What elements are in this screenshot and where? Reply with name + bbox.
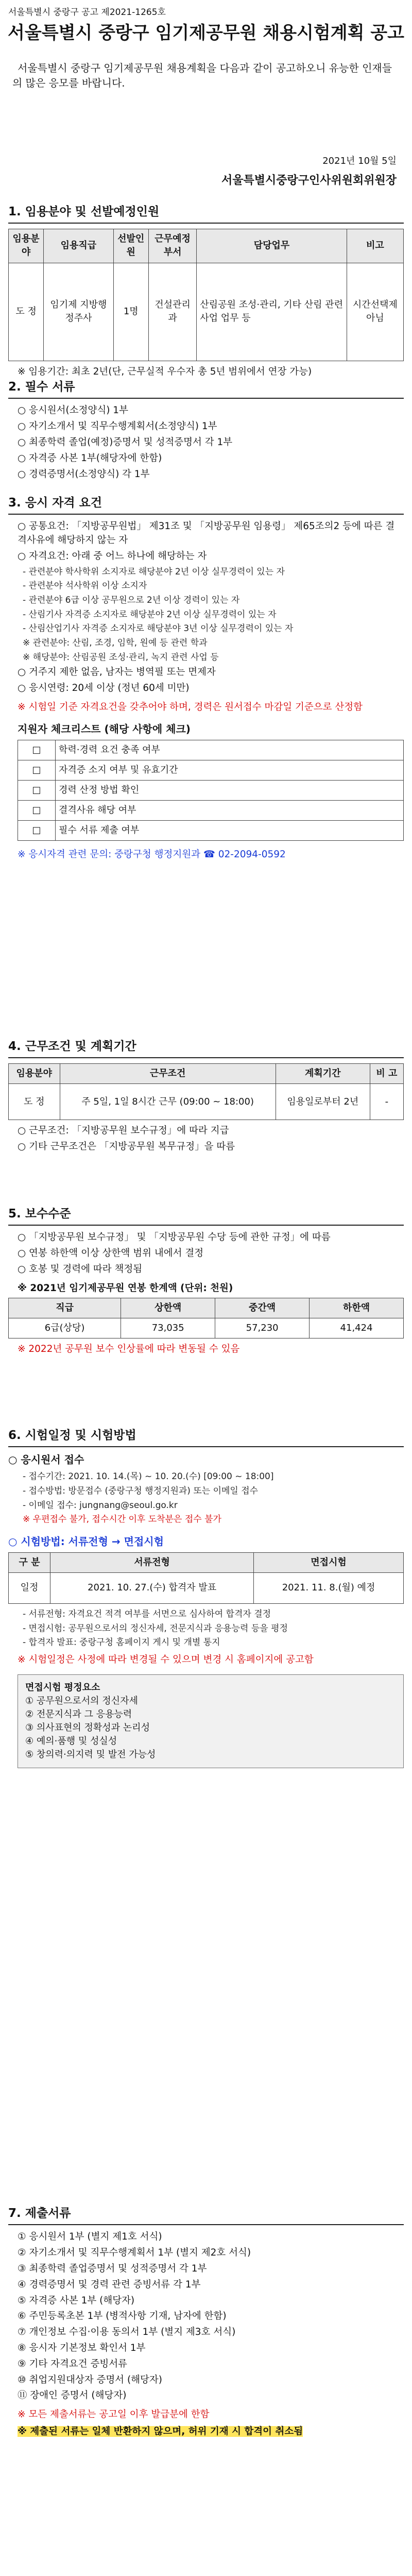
table-cell: 2021. 11. 8.(월) 예정 xyxy=(254,1573,404,1604)
salary-table-caption: ※ 2021년 임기제공무원 연봉 한계액 (단위: 천원) xyxy=(18,1282,233,1294)
section-working-conditions xyxy=(8,1038,404,1156)
table-cell: 학력·경력 요건 충족 여부 xyxy=(56,740,404,760)
table-cell: 41,424 xyxy=(310,1318,404,1338)
list-item: - 이메일 접수: jungnang@seoul.go.kr xyxy=(23,1500,178,1511)
list-item: - 관련분야 학사학위 소지자로 해당분야 2년 이상 실무경력이 있는 자 xyxy=(23,566,285,577)
list-item: ⑤ 자격증 사본 1부 (해당자) xyxy=(18,2295,135,2306)
list-item: - 산림기사 자격증 소지자로 해당분야 2년 이상 실무경력이 있는 자 xyxy=(23,609,277,620)
checkbox-icon[interactable]: □ xyxy=(18,821,56,841)
conditions-table xyxy=(8,1063,404,1120)
list-item: ○ 응시연령: 20세 이상 (정년 60세 미만) xyxy=(18,683,190,694)
checkbox-icon[interactable]: □ xyxy=(18,780,56,800)
section-title: 3. 응시 자격 요건 xyxy=(8,495,404,515)
list-item: ⑪ 장애인 증명서 (해당자) xyxy=(18,2390,127,2401)
table-header: 하한액 xyxy=(310,1298,404,1318)
table-cell: 2021. 10. 27.(수) 합격자 발표 xyxy=(50,1573,254,1604)
list-item: ② 자기소개서 및 직무수행계획서 1부 (별지 제2호 서식) xyxy=(18,2247,251,2259)
list-item: ○ 연봉 하한액 이상 상한액 범위 내에서 결정 xyxy=(18,1248,204,1259)
table-cell: 임기제 지방행정주사 xyxy=(44,263,113,361)
list-item: - 접수기간: 2021. 10. 14.(목) ~ 10. 20.(수) [09:00 ~ 18:00] xyxy=(23,1471,274,1482)
section-submission-documents xyxy=(8,2205,404,2441)
table-cell: 도 정 xyxy=(9,263,44,361)
list-item: ③ 의사표현의 정확성과 논리성 xyxy=(25,1722,150,1734)
table-cell: 시간선택제 아님 xyxy=(347,263,403,361)
list-item: ○ 기타 근무조건은 「지방공무원 복무규정」을 따름 xyxy=(18,1141,235,1153)
section-documents-required xyxy=(8,379,404,483)
list-item: ○ 자격증 사본 1부(해당자에 한함) xyxy=(18,452,162,464)
table-header: 중간액 xyxy=(215,1298,310,1318)
list-item: ○ 「지방공무원 보수규정」 및 「지방공무원 수당 등에 관한 규정」에 따름 xyxy=(18,1232,331,1243)
box-title: 면접시험 평정요소 xyxy=(25,1682,100,1693)
list-item: - 면접시험: 공무원으로서의 정신자세, 전문지식과 응용능력 등을 평정 xyxy=(23,1623,288,1634)
exam-method: ○ 시험방법: 서류전형 → 면접시험 xyxy=(8,1535,164,1548)
section-positions xyxy=(8,204,404,381)
schedule-table xyxy=(8,1552,404,1604)
list-item: ① 응시원서 1부 (별지 제1호 서식) xyxy=(18,2231,162,2243)
table-cell: 건설관리과 xyxy=(148,263,196,361)
subsection-title: ○ 응시원서 접수 xyxy=(8,1453,84,1466)
list-item: ○ 근무조건: 「지방공무원 보수규정」에 따라 지급 xyxy=(18,1125,229,1137)
table-cell: 1명 xyxy=(113,263,148,361)
list-item: ⑨ 기타 자격요건 증빙서류 xyxy=(18,2358,127,2369)
table-header: 비고 xyxy=(347,229,403,263)
table-cell: 임용일로부터 2년 xyxy=(276,1084,370,1120)
issuing-organization: 서울특별시중랑구인사위원회위원장 xyxy=(221,174,397,187)
checklist-table xyxy=(18,740,404,841)
table-header: 근무예정부서 xyxy=(148,229,196,263)
positions-table xyxy=(8,229,404,361)
table-cell: 필수 서류 제출 여부 xyxy=(56,821,404,841)
table-header: 담당업무 xyxy=(197,229,347,263)
list-item: ○ 최종학력 졸업(예정)증명서 및 성적증명서 각 1부 xyxy=(18,436,233,448)
list-item: ○ 공통요건: 「지방공무원법」 제31조 및 「지방공무원 임용령」 제65조의2 등에 따른 결격사유에 해당하지 않는 자 xyxy=(18,521,395,546)
interview-criteria-box xyxy=(18,1674,404,1769)
table-header: 임용직급 xyxy=(44,229,113,263)
table-cell: 73,035 xyxy=(121,1318,215,1338)
table-cell: 일정 xyxy=(9,1573,50,1604)
table-cell: 결격사유 해당 여부 xyxy=(56,800,404,820)
section-title: 5. 보수수준 xyxy=(8,1206,404,1226)
table-header: 서류전형 xyxy=(50,1552,254,1572)
list-item: ④ 예의·품행 및 성실성 xyxy=(25,1736,117,1747)
table-cell: 57,230 xyxy=(215,1318,310,1338)
list-item: ⑥ 주민등록초본 1부 (병적사항 기재, 남자에 한함) xyxy=(18,2311,227,2322)
section-eligibility xyxy=(8,495,404,864)
table-cell: - xyxy=(370,1084,403,1120)
checkbox-icon[interactable]: □ xyxy=(18,740,56,760)
table-header: 선발인원 xyxy=(113,229,148,263)
table-cell: 산림공원 조성·관리, 기타 산림 관련 사업 업무 등 xyxy=(197,263,347,361)
table-cell: 도 정 xyxy=(9,1084,60,1120)
table-header: 임용분야 xyxy=(9,1064,60,1084)
table-header: 면접시험 xyxy=(254,1552,404,1572)
positions-note: ※ 임용기간: 최초 2년(단, 근무실적 우수자 총 5년 범위에서 연장 가능) xyxy=(18,366,312,377)
list-item: ④ 경력증명서 및 경력 관련 증빙서류 각 1부 xyxy=(18,2279,201,2290)
list-item: ⑦ 개인정보 수집·이용 동의서 1부 (별지 제3호 서식) xyxy=(18,2327,236,2338)
table-header: 비 고 xyxy=(370,1064,403,1084)
list-item: - 합격자 발표: 중랑구청 홈페이지 게시 및 개별 통지 xyxy=(23,1637,220,1648)
section-title: 2. 필수 서류 xyxy=(8,379,404,399)
page-title: 서울특별시 중랑구 임기제공무원 채용시험계획 공고 xyxy=(8,23,404,43)
table-header: 구 분 xyxy=(9,1552,50,1572)
section-salary xyxy=(8,1206,404,1359)
section-title: 7. 제출서류 xyxy=(8,2205,404,2225)
list-item: ※ 해당분야: 산림공원 조성·관리, 녹지 관련 사업 등 xyxy=(23,652,219,663)
table-header: 계획기간 xyxy=(276,1064,370,1084)
list-item: ③ 최종학력 졸업증명서 및 성적증명서 각 1부 xyxy=(18,2263,207,2274)
submission-warning: ※ 모든 제출서류는 공고일 이후 발급분에 한함 xyxy=(18,2409,210,2420)
eligibility-warning: ※ 시험일 기준 자격요건을 갖추어야 하며, 경력은 원서접수 마감일 기준으로 산정함 xyxy=(18,701,363,713)
checkbox-icon[interactable]: □ xyxy=(18,800,56,820)
table-header: 상한액 xyxy=(121,1298,215,1318)
list-item: ⑧ 응시자 기본정보 확인서 1부 xyxy=(18,2343,146,2354)
list-item: - 접수방법: 방문접수 (중랑구청 행정지원과) 또는 이메일 접수 xyxy=(23,1485,259,1496)
list-item: - 산림산업기사 자격증 소지자로 해당분야 3년 이상 실무경력이 있는 자 xyxy=(23,623,294,634)
table-header: 임용분야 xyxy=(9,229,44,263)
list-item: ○ 자격요건: 아래 중 어느 하나에 해당하는 자 xyxy=(18,550,207,562)
list-item: ※ 관련분야: 산림, 조경, 임학, 원예 등 관련 학과 xyxy=(23,637,208,648)
table-cell: 경력 산정 방법 확인 xyxy=(56,780,404,800)
list-item: - 서류전형: 자격요건 적격 여부를 서면으로 심사하여 합격자 결정 xyxy=(23,1609,271,1619)
list-item: ※ 우편접수 불가, 접수시간 이후 도착분은 접수 불가 xyxy=(23,1514,221,1525)
list-item: ⑩ 취업지원대상자 증명서 (해당자) xyxy=(18,2374,162,2385)
section-exam-schedule xyxy=(8,1427,404,1768)
list-item: ○ 자기소개서 및 직무수행계획서(소정양식) 1부 xyxy=(18,421,217,432)
eligibility-checklist xyxy=(18,722,404,841)
schedule-warning: ※ 시험일정은 사정에 따라 변경될 수 있으며 변경 시 홈페이지에 공고함 xyxy=(18,1654,314,1665)
announcement-number: 서울특별시 중랑구 공고 제2021-1265호 xyxy=(8,7,166,18)
list-item: - 관련분야 6급 이상 공무원으로 2년 이상 경력이 있는 자 xyxy=(23,595,240,606)
list-item: ○ 경력증명서(소정양식) 각 1부 xyxy=(18,468,150,480)
section-title: 6. 시험일정 및 시험방법 xyxy=(8,1427,404,1447)
announcement-date: 2021년 10월 5일 xyxy=(322,156,397,166)
list-item: ○ 응시원서(소정양식) 1부 xyxy=(18,405,128,416)
list-item: ○ 거주지 제한 없음, 남자는 병역필 또는 면제자 xyxy=(18,667,216,678)
salary-table xyxy=(8,1298,404,1338)
list-item: ○ 호봉 및 경력에 따라 책정됨 xyxy=(18,1263,143,1275)
checklist-title: 지원자 체크리스트 (해당 사항에 체크) xyxy=(18,722,191,735)
section-title: 1. 임용분야 및 선발예정인원 xyxy=(8,204,404,224)
highlighted-warning: ※ 제출된 서류는 일체 반환하지 않으며, 허위 기재 시 합격이 취소됨 xyxy=(18,2426,303,2437)
table-header: 직급 xyxy=(9,1298,121,1318)
section-title: 4. 근무조건 및 계획기간 xyxy=(8,1038,404,1058)
table-cell: 6급(상당) xyxy=(9,1318,121,1338)
table-header: 근무조건 xyxy=(60,1064,276,1084)
salary-warning: ※ 2022년 공무원 보수 인상률에 따라 변동될 수 있음 xyxy=(18,1343,240,1354)
table-cell: 자격증 소지 여부 및 유효기간 xyxy=(56,760,404,780)
eligibility-contact: ※ 응시자격 관련 문의: 중랑구청 행정지원과 ☎ 02-2094-0592 xyxy=(18,849,286,860)
intro-text: 서울특별시 중랑구 임기제공무원 채용계획을 다음과 같이 공고하오니 유능한 인재들의 많은 응모를 바랍니다. xyxy=(12,62,392,89)
list-item: ⑤ 창의력·의지력 및 발전 가능성 xyxy=(25,1749,156,1760)
list-item: ② 전문지식과 그 응용능력 xyxy=(25,1708,132,1720)
list-item: ① 공무원으로서의 정신자세 xyxy=(25,1695,138,1706)
list-item: - 관련분야 석사학위 이상 소지자 xyxy=(23,581,147,591)
table-cell: 주 5일, 1일 8시간 근무 (09:00 ~ 18:00) xyxy=(60,1084,276,1120)
checkbox-icon[interactable]: □ xyxy=(18,760,56,780)
